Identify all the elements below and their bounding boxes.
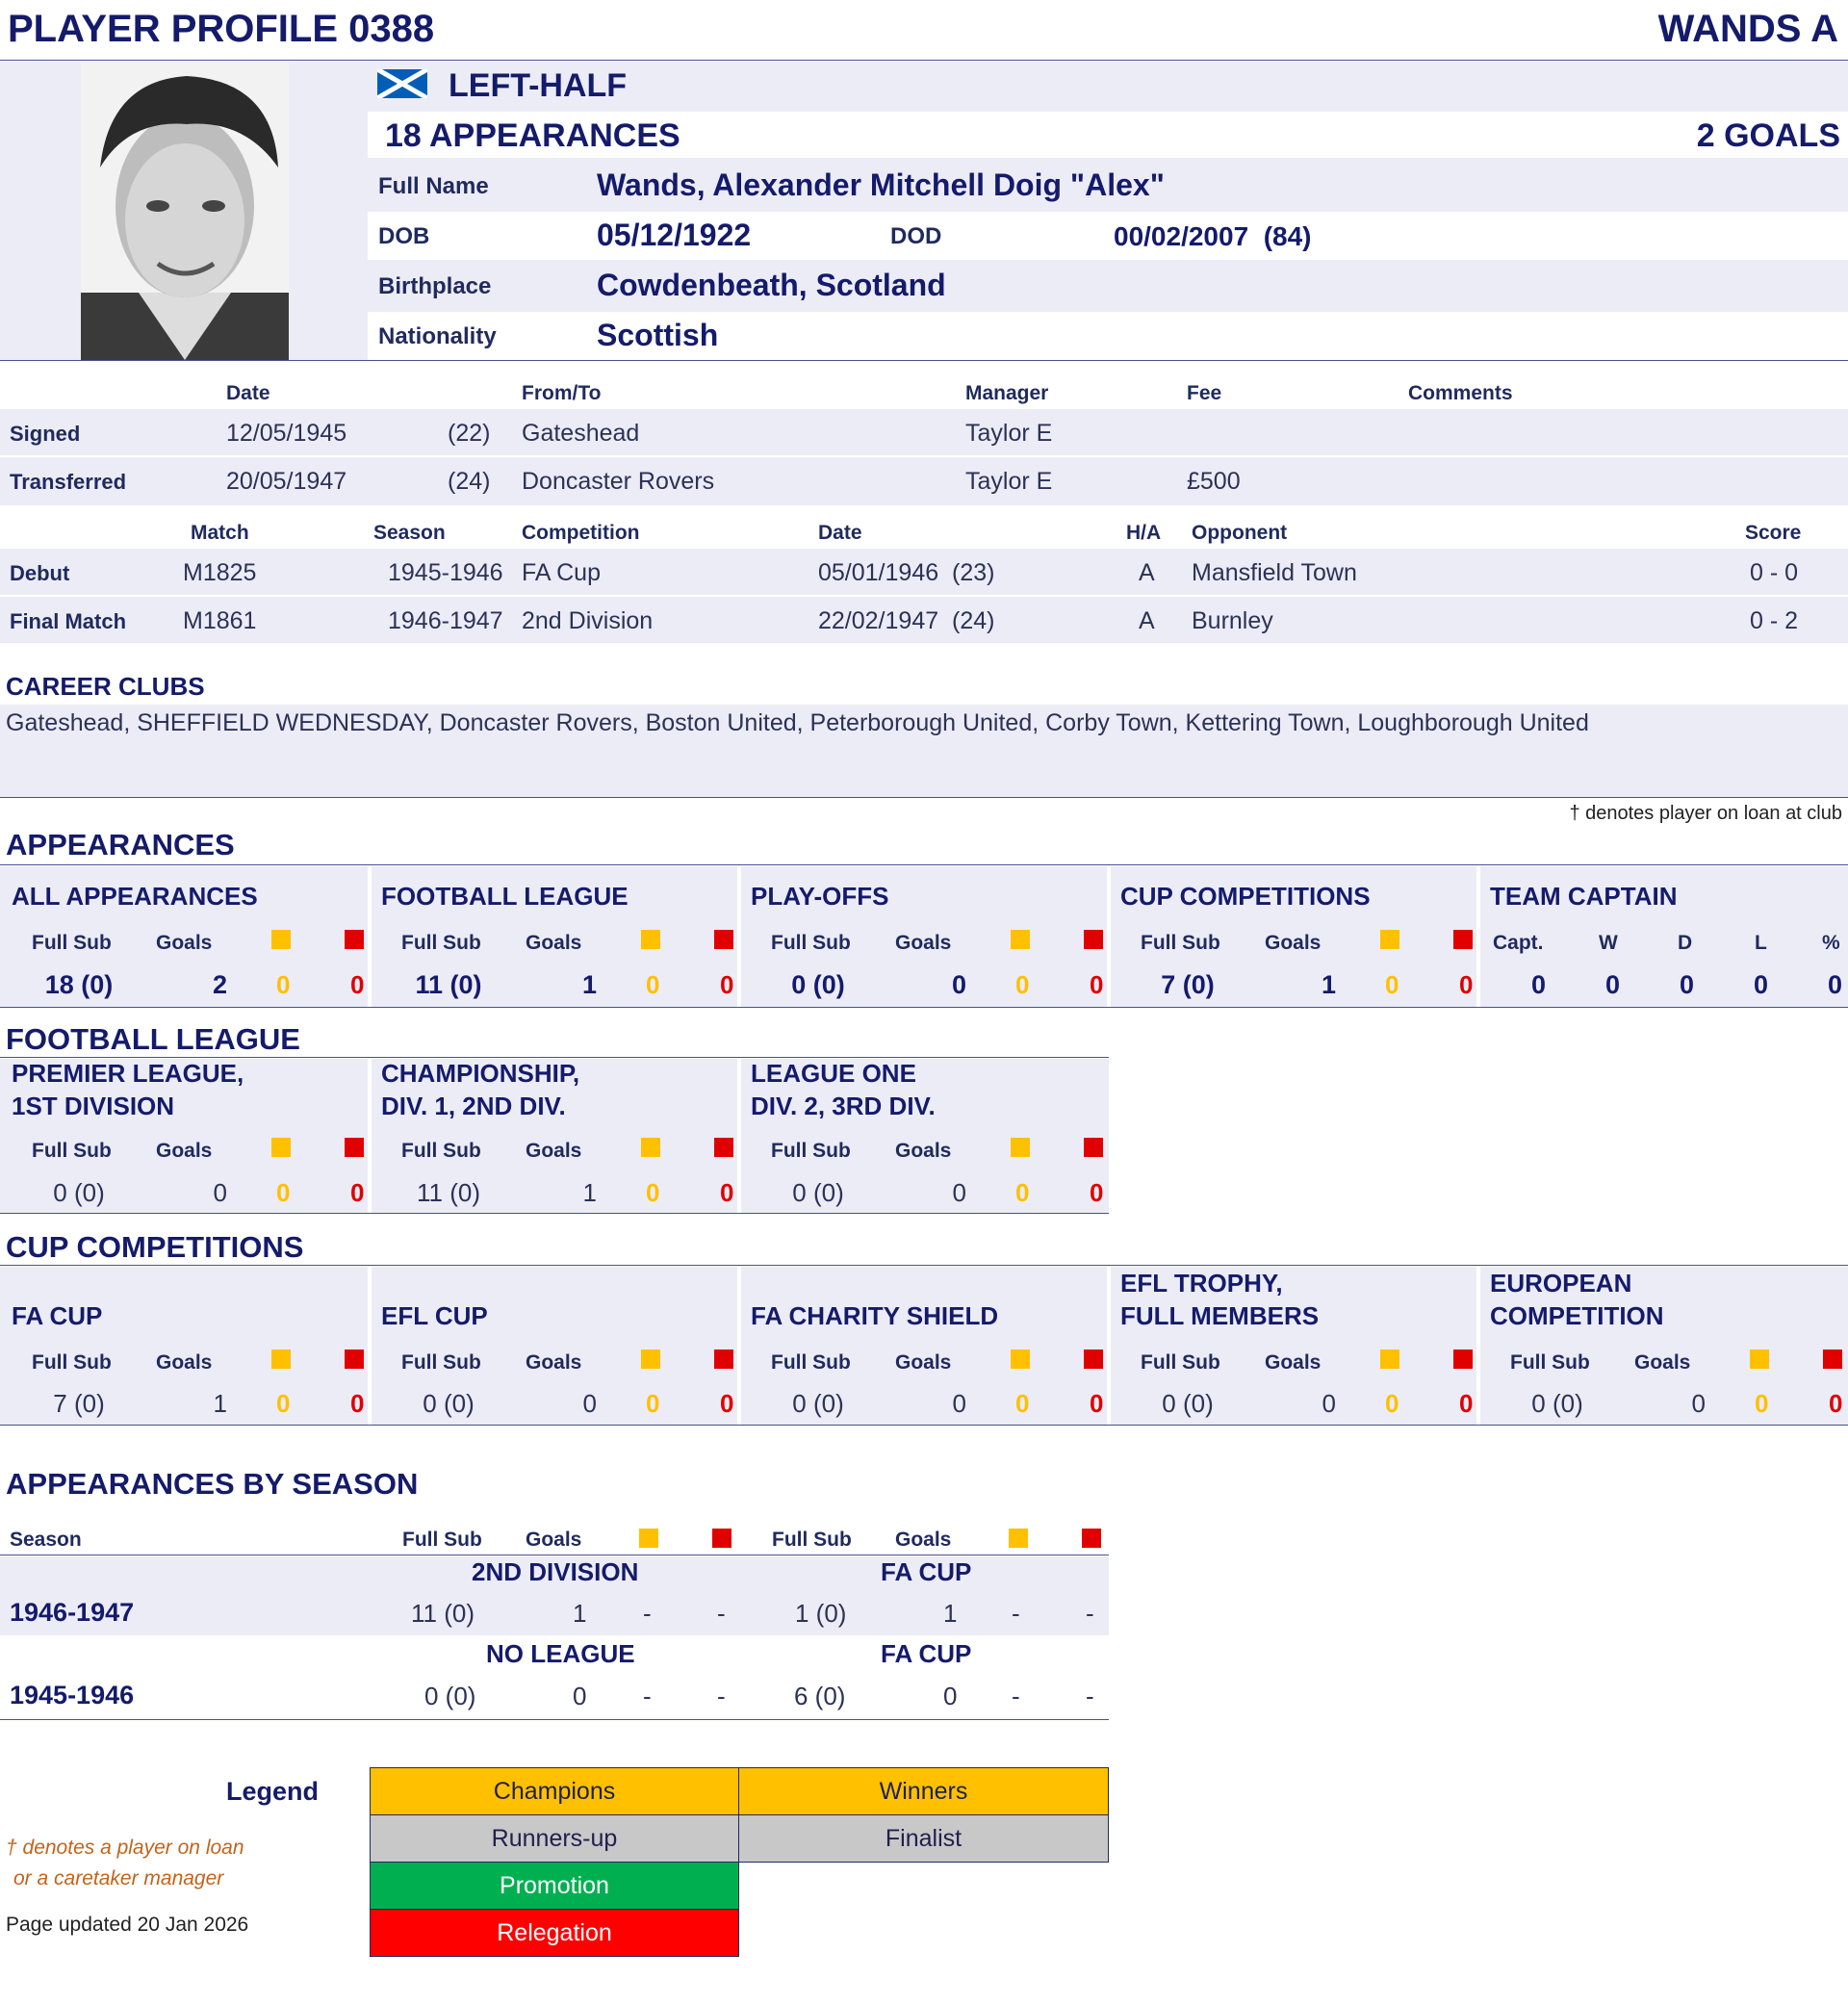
full-name: Wands, Alexander Mitchell Doig "Alex" <box>597 167 1165 202</box>
col-full-sub: Full Sub <box>1141 932 1220 954</box>
yellow-cards-value: 0 <box>1015 1389 1030 1418</box>
nationality-label: Nationality <box>378 323 497 349</box>
birthplace: Cowdenbeath, Scotland <box>597 268 946 302</box>
col-full-sub: Full Sub <box>771 932 851 954</box>
match-id: M1861 <box>183 607 257 634</box>
appearances-title: APPEARANCES <box>6 828 235 861</box>
legend-title: Legend <box>226 1777 320 1806</box>
legend-finalist: Finalist <box>738 1814 1109 1863</box>
block-title: PREMIER LEAGUE, <box>12 1059 244 1088</box>
season-cup-goals: 1 <box>943 1599 958 1628</box>
transfer-club: Gateshead <box>522 420 640 447</box>
col-goals: Goals <box>895 1140 952 1162</box>
col-goals: Goals <box>1265 932 1322 954</box>
block-title: LEAGUE ONE <box>751 1059 916 1088</box>
red-card-icon <box>1084 1350 1103 1369</box>
yellow-cards-value: 0 <box>1385 1389 1399 1418</box>
block-title: EFL TROPHY, <box>1120 1269 1283 1298</box>
red-cards-value: 0 <box>1829 1389 1843 1418</box>
yellow-card-icon <box>641 1138 660 1157</box>
col-full-sub: Full Sub <box>32 932 112 954</box>
red-card-icon <box>345 1138 364 1157</box>
block-title: PLAY-OFFS <box>751 882 889 911</box>
block-subtitle: FULL MEMBERS <box>1120 1301 1320 1330</box>
player-photo <box>81 62 289 360</box>
yellow-card-icon <box>271 1138 291 1157</box>
captain-value: 0 <box>1754 970 1769 999</box>
match-season: 1946-1947 <box>388 607 503 634</box>
fullsub-value: 11 (0) <box>417 1178 480 1207</box>
match-competition: 2nd Division <box>522 607 654 634</box>
goals-value: 0 <box>1691 1389 1706 1418</box>
col-goals: Goals <box>156 932 213 954</box>
transfer-age: (22) <box>448 420 491 447</box>
yellow-card-icon <box>1380 930 1399 949</box>
yellow-card-icon <box>1011 930 1030 949</box>
fullsub-value: 0 (0) <box>1162 1389 1214 1418</box>
transfer-manager: Taylor E <box>965 468 1053 495</box>
team-captain-title: TEAM CAPTAIN <box>1490 882 1678 911</box>
red-card-icon <box>1823 1350 1842 1369</box>
transfer-header-fromto: From/To <box>522 382 602 404</box>
season-league-yellow: - <box>643 1682 652 1710</box>
career-clubs-title: CAREER CLUBS <box>6 672 205 701</box>
red-card-icon <box>714 1138 733 1157</box>
season-league-fullsub: 11 (0) <box>411 1599 475 1628</box>
goals-value: 1 <box>1321 970 1336 999</box>
goals-value: 0 <box>1322 1389 1336 1418</box>
fullsub-value: 0 (0) <box>792 1389 844 1418</box>
col-goals: Goals <box>526 1351 582 1374</box>
photo-panel <box>0 62 366 360</box>
season-league-goals: 1 <box>573 1599 587 1628</box>
goals-value: 1 <box>582 1178 597 1207</box>
red-card-icon <box>712 1529 732 1548</box>
block-title: CHAMPIONSHIP, <box>381 1059 580 1088</box>
goals-value: 1 <box>213 1389 227 1418</box>
block-title: CUP COMPETITIONS <box>1120 882 1371 911</box>
match-header-score: Score <box>1745 522 1802 544</box>
yellow-cards-value: 0 <box>276 1389 291 1418</box>
transfer-age: (24) <box>448 468 491 495</box>
red-card-icon <box>1084 930 1103 949</box>
yellow-card-icon <box>639 1529 658 1548</box>
season-cup-yellow: - <box>1012 1599 1020 1628</box>
season-col-goals: Goals <box>895 1529 952 1551</box>
captain-header-d: D <box>1678 932 1693 954</box>
match-opponent: Mansfield Town <box>1192 559 1357 586</box>
season-league-fullsub: 0 (0) <box>424 1682 476 1710</box>
match-header-match: Match <box>191 522 249 544</box>
block-subtitle: FA CHARITY SHIELD <box>751 1301 999 1330</box>
match-score: 0 - 0 <box>1750 559 1799 586</box>
match-date: 22/02/1947 (24) <box>818 607 995 634</box>
transfer-header-fee: Fee <box>1187 382 1222 404</box>
match-date: 05/01/1946 (23) <box>818 559 995 586</box>
fullsub-value: 0 (0) <box>1531 1389 1583 1418</box>
goals-value: 2 <box>212 970 227 999</box>
dob: 05/12/1922 <box>597 218 752 252</box>
col-goals: Goals <box>895 1351 952 1374</box>
col-full-sub: Full Sub <box>32 1351 112 1374</box>
col-goals: Goals <box>156 1351 213 1374</box>
red-cards-value: 0 <box>350 1389 365 1418</box>
red-cards-value: 0 <box>1459 970 1474 999</box>
season-league-goals: 0 <box>573 1682 587 1710</box>
col-full-sub: Full Sub <box>771 1351 851 1374</box>
cup-competitions-title: CUP COMPETITIONS <box>6 1230 304 1264</box>
red-cards-value: 0 <box>720 1389 734 1418</box>
yellow-card-icon <box>1011 1350 1030 1369</box>
red-card-icon <box>1453 930 1473 949</box>
legend-promotion: Promotion <box>370 1862 739 1910</box>
page-title: PLAYER PROFILE 0388 <box>8 8 435 50</box>
red-card-icon <box>345 1350 364 1369</box>
appearances-count: 18 APPEARANCES <box>385 117 680 154</box>
red-cards-value: 0 <box>1090 1178 1104 1207</box>
fullsub-value: 7 (0) <box>1161 970 1215 999</box>
transfer-date: 12/05/1945 <box>226 420 347 447</box>
block-subtitle: 1ST DIVISION <box>12 1092 175 1120</box>
red-cards-value: 0 <box>350 1178 365 1207</box>
red-cards-value: 0 <box>1090 970 1104 999</box>
match-id: M1825 <box>183 559 257 586</box>
block-subtitle: DIV. 2, 3RD DIV. <box>751 1092 936 1120</box>
legend-winners: Winners <box>738 1767 1109 1815</box>
fullsub-value: 0 (0) <box>423 1389 475 1418</box>
block-subtitle: DIV. 1, 2ND DIV. <box>381 1092 566 1120</box>
block-subtitle: EFL CUP <box>381 1301 488 1330</box>
block-subtitle: FA CUP <box>12 1301 103 1330</box>
season-label: 1945-1946 <box>10 1681 135 1709</box>
col-full-sub: Full Sub <box>401 1140 481 1162</box>
season-cup-name: FA CUP <box>881 1557 972 1586</box>
goals-value: 1 <box>581 970 597 999</box>
birthplace-label: Birthplace <box>378 273 492 299</box>
match-ha: A <box>1139 607 1155 634</box>
col-goals: Goals <box>1634 1351 1691 1374</box>
match-season: 1945-1946 <box>388 559 503 586</box>
yellow-cards-value: 0 <box>1755 1389 1769 1418</box>
yellow-cards-value: 0 <box>1385 970 1399 999</box>
match-competition: FA Cup <box>522 559 601 586</box>
col-full-sub: Full Sub <box>771 1140 851 1162</box>
goals-value: 0 <box>951 970 966 999</box>
yellow-card-icon <box>1380 1350 1399 1369</box>
col-full-sub: Full Sub <box>401 1351 481 1374</box>
yellow-card-icon <box>1009 1529 1028 1548</box>
block-title: EUROPEAN <box>1490 1269 1632 1298</box>
red-card-icon <box>1084 1138 1103 1157</box>
page-updated: Page updated 20 Jan 2026 <box>6 1914 249 1936</box>
match-opponent: Burnley <box>1192 607 1273 634</box>
transfer-club: Doncaster Rovers <box>522 468 715 495</box>
goals-value: 0 <box>952 1389 966 1418</box>
red-cards-value: 0 <box>350 970 365 999</box>
season-col-goals: Goals <box>526 1529 582 1551</box>
col-full-sub: Full Sub <box>1510 1351 1590 1374</box>
col-goals: Goals <box>1265 1351 1322 1374</box>
block-title: ALL APPEARANCES <box>12 882 258 911</box>
legend-relegation: Relegation <box>370 1909 739 1957</box>
season-cup-fullsub: 1 (0) <box>795 1599 847 1628</box>
fullsub-value: 18 (0) <box>44 970 114 999</box>
match-header-ha: H/A <box>1126 522 1162 544</box>
yellow-cards-value: 0 <box>646 1389 660 1418</box>
scotland-flag-icon <box>377 69 427 98</box>
legend-note-1: † denotes a player on loan <box>6 1837 244 1859</box>
transfer-header-manager: Manager <box>965 382 1049 404</box>
season-cup-goals: 0 <box>943 1682 958 1710</box>
season-header: Season <box>10 1529 82 1551</box>
transfer-manager: Taylor E <box>965 420 1053 447</box>
match-row-label: Debut <box>10 561 70 585</box>
yellow-card-icon <box>641 1350 660 1369</box>
yellow-card-icon <box>641 930 660 949</box>
match-ha: A <box>1139 559 1155 586</box>
nationality: Scottish <box>597 318 719 352</box>
match-score: 0 - 2 <box>1750 607 1799 634</box>
yellow-card-icon <box>1750 1350 1769 1369</box>
col-full-sub: Full Sub <box>1141 1351 1220 1374</box>
yellow-card-icon <box>1011 1138 1030 1157</box>
yellow-cards-value: 0 <box>1015 1178 1030 1207</box>
yellow-cards-value: 0 <box>1015 970 1030 999</box>
transfer-date: 20/05/1947 <box>226 468 347 495</box>
season-cup-fullsub: 6 (0) <box>794 1682 846 1710</box>
match-header-date: Date <box>818 522 862 544</box>
season-col-fullsub: Full Sub <box>402 1529 482 1551</box>
captain-value: 0 <box>1680 970 1695 999</box>
red-card-icon <box>1082 1529 1101 1548</box>
fullsub-value: 0 (0) <box>792 1178 844 1207</box>
red-cards-value: 0 <box>1459 1389 1474 1418</box>
season-cup-red: - <box>1086 1599 1094 1628</box>
yellow-card-icon <box>271 930 291 949</box>
football-league-title: FOOTBALL LEAGUE <box>6 1022 300 1056</box>
red-card-icon <box>714 930 733 949</box>
fullsub-value: 0 (0) <box>791 970 845 999</box>
red-cards-value: 0 <box>720 970 734 999</box>
yellow-cards-value: 0 <box>646 970 660 999</box>
season-col-fullsub: Full Sub <box>772 1529 852 1551</box>
season-cup-red: - <box>1086 1682 1094 1710</box>
season-league-red: - <box>717 1599 726 1628</box>
match-row-label: Final Match <box>10 609 127 633</box>
red-card-icon <box>345 930 364 949</box>
transfer-row-label: Transferred <box>10 470 127 494</box>
full-name-label: Full Name <box>378 173 489 199</box>
player-short-name: WANDS A <box>1657 8 1838 50</box>
position: LEFT-HALF <box>449 67 628 104</box>
fullsub-value: 11 (0) <box>415 970 482 999</box>
col-full-sub: Full Sub <box>32 1140 112 1162</box>
block-subtitle: COMPETITION <box>1490 1301 1664 1330</box>
captain-header-l: L <box>1755 932 1767 954</box>
transfer-row-label: Signed <box>10 422 81 446</box>
col-goals: Goals <box>526 1140 582 1162</box>
captain-value: 0 <box>1605 970 1621 999</box>
dod-label: DOD <box>890 223 942 249</box>
legend-runners-up: Runners-up <box>370 1814 739 1863</box>
yellow-cards-value: 0 <box>646 1178 660 1207</box>
dob-label: DOB <box>378 223 430 249</box>
col-goals: Goals <box>526 932 582 954</box>
captain-header-w: W <box>1599 932 1618 954</box>
season-title: APPEARANCES BY SEASON <box>6 1467 419 1501</box>
goals-value: 0 <box>582 1389 597 1418</box>
yellow-cards-value: 0 <box>276 1178 291 1207</box>
captain-value: 0 <box>1828 970 1843 999</box>
fullsub-value: 7 (0) <box>53 1389 105 1418</box>
season-label: 1946-1947 <box>10 1598 135 1627</box>
match-header-competition: Competition <box>522 522 640 544</box>
season-league-name: 2ND DIVISION <box>472 1557 639 1586</box>
match-header-season: Season <box>373 522 446 544</box>
goals-value: 0 <box>213 1178 227 1207</box>
col-goals: Goals <box>156 1140 213 1162</box>
goals-count: 2 GOALS <box>1696 117 1840 154</box>
col-goals: Goals <box>895 932 952 954</box>
red-cards-value: 0 <box>720 1178 734 1207</box>
season-cup-name: FA CUP <box>881 1639 972 1668</box>
season-league-yellow: - <box>643 1599 652 1628</box>
transfer-fee: £500 <box>1187 468 1241 495</box>
match-header-opponent: Opponent <box>1192 522 1288 544</box>
block-title: FOOTBALL LEAGUE <box>381 882 629 911</box>
red-cards-value: 0 <box>1090 1389 1104 1418</box>
transfer-header-comments: Comments <box>1408 382 1513 404</box>
transfer-header-date: Date <box>226 382 270 404</box>
season-cup-yellow: - <box>1012 1682 1020 1710</box>
legend-champions: Champions <box>370 1767 739 1815</box>
fullsub-value: 0 (0) <box>53 1178 105 1207</box>
legend-note-2: or a caretaker manager <box>13 1867 224 1889</box>
dod: 00/02/2007 (84) <box>1114 221 1312 251</box>
season-league-name: NO LEAGUE <box>486 1639 635 1668</box>
goals-value: 0 <box>952 1178 966 1207</box>
captain-header-capt: Capt. <box>1493 932 1544 954</box>
red-card-icon <box>1453 1350 1473 1369</box>
career-clubs-list: Gateshead, SHEFFIELD WEDNESDAY, Doncaster Rovers, Boston United, Peterborough United, Corby Town, Kettering Town, Loughborough United <box>6 709 1589 736</box>
captain-value: 0 <box>1531 970 1547 999</box>
yellow-cards-value: 0 <box>276 970 291 999</box>
col-full-sub: Full Sub <box>401 932 481 954</box>
loan-note: † denotes player on loan at club <box>1569 803 1842 824</box>
yellow-card-icon <box>271 1350 291 1369</box>
season-league-red: - <box>717 1682 726 1710</box>
captain-header-pct: % <box>1822 932 1840 954</box>
red-card-icon <box>714 1350 733 1369</box>
